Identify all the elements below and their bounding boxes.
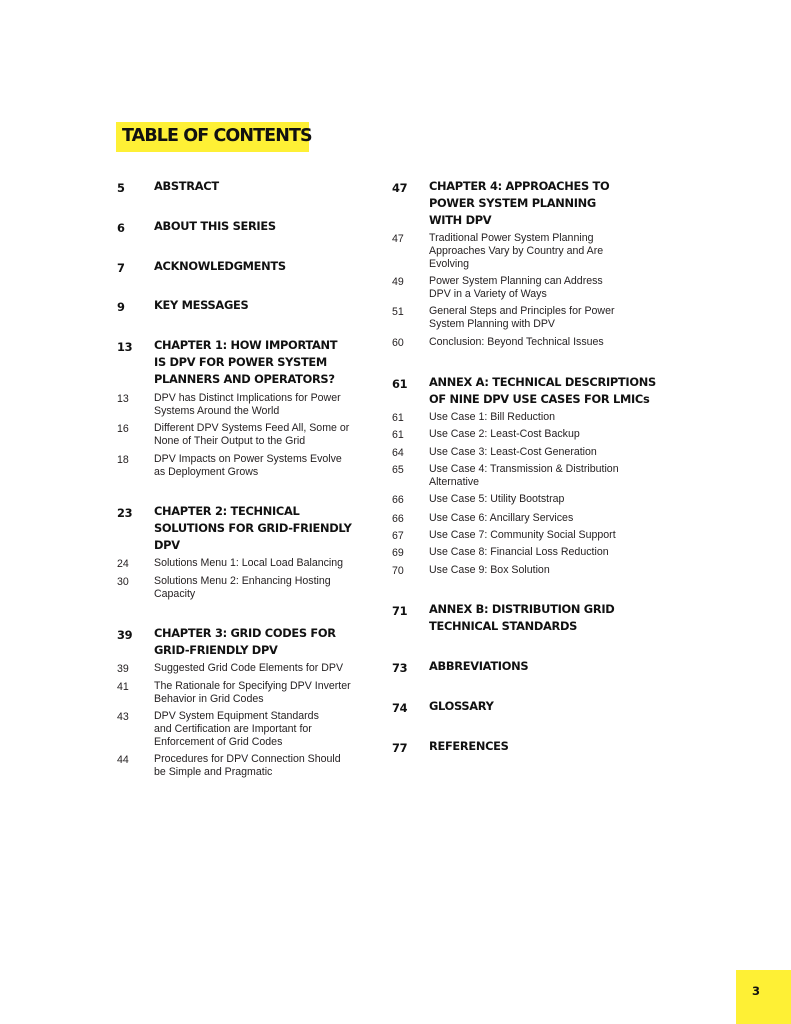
toc-entry-line: PLANNERS AND OPERATORS? [154, 372, 335, 386]
toc-entry-line: GRID-FRIENDLY DPV [154, 643, 278, 657]
toc-page-number: 77 [392, 741, 408, 755]
toc-entry-line: WITH DPV [429, 213, 492, 227]
toc-entry-line: ABBREVIATIONS [429, 659, 529, 673]
toc-subsection-title [429, 463, 644, 489]
toc-page-number: 61 [392, 377, 408, 391]
toc-page-number: 18 [117, 454, 129, 466]
toc-entry-line: Procedures for DPV Connection Should [154, 753, 341, 765]
toc-subsection-title [429, 411, 644, 424]
toc-page-number: 51 [392, 306, 404, 318]
page-number-tab [736, 970, 791, 1024]
toc-entry-line: Use Case 7: Community Social Support [429, 529, 616, 541]
toc-entry-line: DPV in a Variety of Ways [429, 288, 547, 300]
toc-entry-line: Power System Planning can Address [429, 275, 603, 287]
toc-entry-line: CHAPTER 4: APPROACHES TO [429, 179, 610, 193]
toc-section-title [429, 601, 664, 635]
toc-entry-line: Use Case 5: Utility Bootstrap [429, 493, 565, 505]
toc-subsection-title [429, 512, 644, 525]
toc-entry-line: Behavior in Grid Codes [154, 693, 264, 705]
toc-subsection-title [154, 422, 369, 448]
toc-subsection-title [154, 680, 369, 706]
toc-entry-line: Enforcement of Grid Codes [154, 736, 283, 748]
toc-entry-line: as Deployment Grows [154, 466, 259, 478]
toc-section-title [429, 374, 664, 408]
toc-entry-line: Solutions Menu 1: Local Load Balancing [154, 557, 344, 569]
page-number: 3 [751, 984, 760, 998]
toc-entry-line: None of Their Output to the Grid [154, 435, 306, 447]
toc-entry-line: Different DPV Systems Feed All, Some or [154, 422, 350, 434]
toc-subsection-title [429, 564, 644, 577]
toc-entry-line: Conclusion: Beyond Technical Issues [429, 336, 604, 348]
toc-entry-line: Traditional Power System Planning [429, 232, 594, 244]
toc-page-number: 64 [392, 447, 404, 459]
toc-entry-line: Suggested Grid Code Elements for DPV [154, 662, 344, 674]
toc-page-number: 6 [117, 221, 125, 235]
toc-page-number: 39 [117, 628, 133, 642]
toc-subsection-title [154, 453, 369, 479]
toc-entry-line: ACKNOWLEDGMENTS [154, 259, 286, 273]
toc-subsection-title [429, 428, 644, 441]
toc-subsection-title [154, 753, 369, 779]
toc-section-title [154, 178, 389, 195]
toc-page-number: 49 [392, 276, 404, 288]
toc-entry-line: Use Case 8: Financial Loss Reduction [429, 546, 609, 558]
toc-page-number: 61 [392, 412, 404, 424]
toc-section-title [154, 218, 389, 235]
toc-page-number: 23 [117, 506, 133, 520]
toc-section-title [154, 297, 389, 314]
toc-subsection-title [429, 336, 644, 349]
toc-page-number: 44 [117, 754, 129, 766]
toc-page-number: 61 [392, 429, 404, 441]
toc-subsection-title [429, 305, 644, 331]
toc-page-number: 65 [392, 464, 404, 476]
toc-entry-line: CHAPTER 3: GRID CODES FOR [154, 626, 336, 640]
toc-entry-line: ABOUT THIS SERIES [154, 219, 276, 233]
toc-page-number: 66 [392, 513, 404, 525]
toc-page-number: 9 [117, 300, 125, 314]
toc-entry-line: Solutions Menu 2: Enhancing Hosting [154, 575, 331, 587]
toc-entry-line: Alternative [429, 476, 480, 488]
toc-entry-line: POWER SYSTEM PLANNING [429, 196, 596, 210]
toc-subsection-title [429, 232, 644, 271]
toc-section-title [154, 258, 389, 275]
toc-page-number: 30 [117, 576, 129, 588]
toc-entry-line: Systems Around the World [154, 405, 280, 417]
toc-page-number: 60 [392, 337, 404, 349]
toc-page-number: 5 [117, 181, 125, 195]
toc-subsection-title [429, 275, 644, 301]
toc-entry-line: DPV [154, 538, 180, 552]
toc-entry-line: CHAPTER 2: TECHNICAL [154, 504, 300, 518]
toc-entry-line: Use Case 6: Ancillary Services [429, 512, 574, 524]
toc-entry-line: General Steps and Principles for Power [429, 305, 615, 317]
toc-page-number: 69 [392, 547, 404, 559]
toc-entry-line: TECHNICAL STANDARDS [429, 619, 578, 633]
toc-subsection-title [154, 575, 369, 601]
toc-subsection-title [429, 446, 644, 459]
toc-page-number: 47 [392, 181, 408, 195]
toc-entry-line: Approaches Vary by Country and Are [429, 245, 604, 257]
toc-page-number: 41 [117, 681, 129, 693]
toc-entry-line: be Simple and Pragmatic [154, 766, 273, 778]
toc-entry-line: Use Case 3: Least-Cost Generation [429, 446, 597, 458]
toc-entry-line: Evolving [429, 258, 470, 270]
toc-entry-line: Use Case 9: Box Solution [429, 564, 550, 576]
toc-entry-line: Use Case 2: Least-Cost Backup [429, 428, 580, 440]
toc-page-number: 7 [117, 261, 125, 275]
toc-page-number: 13 [117, 340, 133, 354]
toc-entry-line: REFERENCES [429, 739, 509, 753]
toc-subsection-title [154, 710, 369, 749]
toc-entry-line: Use Case 1: Bill Reduction [429, 411, 556, 423]
toc-page-number: 71 [392, 604, 408, 618]
toc-entry-line: CHAPTER 1: HOW IMPORTANT [154, 338, 338, 352]
toc-subsection-title [154, 392, 369, 418]
toc-page-number: 43 [117, 711, 129, 723]
toc-entry-line: IS DPV FOR POWER SYSTEM [154, 355, 327, 369]
toc-entry-line: ANNEX A: TECHNICAL DESCRIPTIONS [429, 375, 656, 389]
toc-entry-line: GLOSSARY [429, 699, 494, 713]
toc-page-number: 66 [392, 494, 404, 506]
toc-page-number: 74 [392, 701, 408, 715]
toc-subsection-title [429, 529, 644, 542]
toc-entry-line: Capacity [154, 588, 196, 600]
toc-entry-line: System Planning with DPV [429, 318, 556, 330]
toc-entry-line: DPV has Distinct Implications for Power [154, 392, 341, 404]
toc-entry-line: DPV System Equipment Standards [154, 710, 319, 722]
toc-page-number: 13 [117, 393, 129, 405]
toc-entry-line: ABSTRACT [154, 179, 219, 193]
toc-page-number: 24 [117, 558, 129, 570]
toc-entry-line: and Certification are Important for [154, 723, 312, 735]
toc-section-title [154, 337, 389, 388]
toc-subsection-title [154, 557, 369, 570]
toc-subsection-title [154, 662, 369, 675]
toc-entry-line: The Rationale for Specifying DPV Inverter [154, 680, 351, 692]
toc-section-title [154, 625, 389, 659]
toc-page-number: 16 [117, 423, 129, 435]
toc-entry-line: SOLUTIONS FOR GRID-FRIENDLY [154, 521, 352, 535]
toc-page-number: 70 [392, 565, 404, 577]
toc-page-number: 67 [392, 530, 404, 542]
toc-entry-line: ANNEX B: DISTRIBUTION GRID [429, 602, 615, 616]
toc-page-number: 47 [392, 233, 404, 245]
toc-page-number: 73 [392, 661, 408, 675]
toc-section-title [429, 738, 664, 755]
toc-section-title [154, 503, 389, 554]
toc-entry-line: Use Case 4: Transmission & Distribution [429, 463, 619, 475]
toc-subsection-title [429, 493, 644, 506]
toc-section-title [429, 658, 664, 675]
toc-entry-line: KEY MESSAGES [154, 298, 249, 312]
toc-section-title [429, 698, 664, 715]
toc-subsection-title [429, 546, 644, 559]
toc-section-title [429, 178, 664, 229]
page-title: TABLE OF CONTENTS [122, 126, 312, 146]
toc-page-number: 39 [117, 663, 129, 675]
toc-entry-line: OF NINE DPV USE CASES FOR LMICs [429, 392, 650, 406]
toc-entry-line: DPV Impacts on Power Systems Evolve [154, 453, 342, 465]
